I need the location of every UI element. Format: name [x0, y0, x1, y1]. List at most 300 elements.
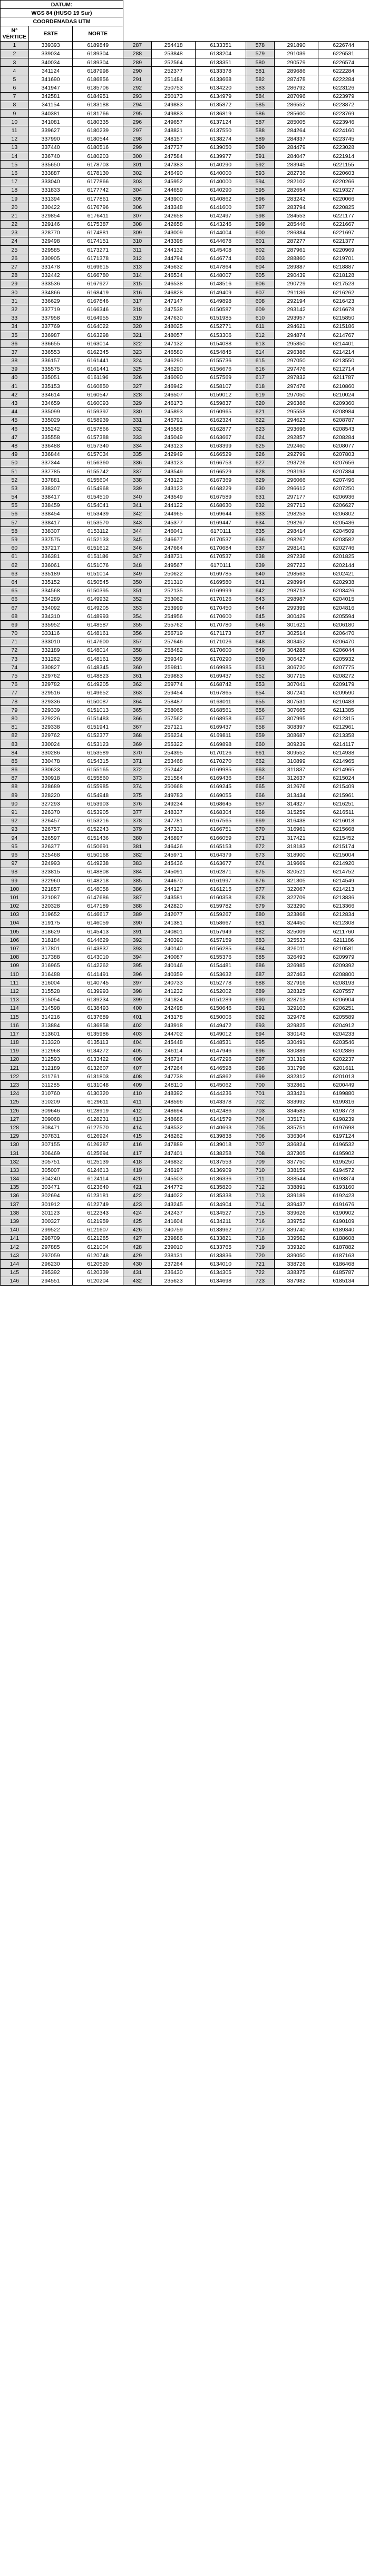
vertex-number: 130 [1, 1140, 29, 1149]
norte-value: 6150646 [196, 1004, 246, 1012]
este-value: 253062 [151, 595, 196, 603]
table-row [1, 689, 369, 697]
este-value: 319669 [274, 859, 318, 868]
este-value: 335099 [28, 407, 73, 416]
este-value: 336304 [274, 1132, 318, 1140]
este-value: 245952 [151, 177, 196, 186]
vertex-number: 12 [1, 135, 29, 143]
table-row [1, 979, 369, 987]
norte-value: 6148345 [73, 663, 123, 672]
este-value: 293142 [274, 305, 318, 314]
norte-value: 6223028 [318, 143, 369, 152]
este-value: 303452 [274, 638, 318, 646]
este-value: 300429 [274, 612, 318, 621]
este-value: 254956 [151, 612, 196, 621]
vertex-number: 138 [1, 1209, 29, 1217]
este-value: 306469 [28, 1149, 73, 1157]
vertex-number: 421 [123, 1183, 152, 1191]
table-row [1, 1217, 369, 1226]
norte-value: 6148218 [73, 876, 123, 884]
table-row [1, 919, 369, 927]
este-value: 323868 [274, 910, 318, 919]
norte-value: 6155985 [73, 782, 123, 791]
norte-value: 6202237 [318, 1055, 369, 1063]
este-value: 241232 [151, 987, 196, 996]
norte-value: 6207775 [318, 663, 369, 672]
este-value: 307995 [274, 714, 318, 723]
vertex-number: 28 [1, 271, 29, 280]
este-value: 326493 [274, 953, 318, 961]
vertex-number: 112 [1, 987, 29, 996]
este-value: 336629 [28, 297, 73, 305]
norte-value: 6157388 [73, 433, 123, 442]
norte-value: 6125694 [73, 1149, 123, 1157]
este-value: 294874 [274, 331, 318, 339]
norte-value: 6146774 [196, 254, 246, 263]
este-value: 257121 [151, 723, 196, 731]
este-value: 329854 [28, 212, 73, 220]
este-value: 248337 [151, 808, 196, 817]
este-value: 317801 [28, 944, 73, 953]
este-value: 337575 [28, 535, 73, 544]
este-value: 340034 [28, 58, 73, 66]
norte-value: 6130320 [73, 1089, 123, 1098]
vertex-number: 89 [1, 791, 29, 800]
norte-value: 6133765 [196, 1243, 246, 1251]
vertex-number: 696 [246, 1047, 274, 1055]
vertex-number: 683 [246, 936, 274, 944]
vertex-number: 64 [1, 578, 29, 586]
vertex-number: 26 [1, 254, 29, 263]
este-value: 245091 [151, 868, 196, 876]
vertex-number: 586 [246, 110, 274, 118]
norte-value: 6151013 [73, 706, 123, 714]
vertex-number: 362 [123, 680, 152, 689]
norte-value: 6161441 [73, 365, 123, 373]
vertex-number: 588 [246, 126, 274, 135]
vertex-number: 678 [246, 893, 274, 902]
este-value: 246114 [151, 1047, 196, 1055]
vertex-number: 328 [123, 391, 152, 399]
norte-value: 6206627 [318, 501, 369, 510]
este-value: 249883 [151, 101, 196, 109]
norte-value: 6122749 [73, 1200, 123, 1209]
vertex-number: 621 [246, 407, 274, 416]
norte-value: 6150395 [73, 586, 123, 595]
norte-value: 6185134 [318, 1277, 369, 1285]
este-value: 331262 [28, 655, 73, 663]
vertex-number: 8 [1, 101, 29, 109]
table-row [1, 41, 369, 49]
norte-value: 6133668 [196, 75, 246, 84]
vertex-number: 139 [1, 1217, 29, 1226]
vertex-number: 411 [123, 1098, 152, 1106]
norte-value: 6159782 [196, 902, 246, 910]
este-value: 290439 [274, 271, 318, 280]
vertex-number: 597 [246, 203, 274, 212]
vertex-number: 391 [123, 928, 152, 936]
norte-value: 6149652 [73, 689, 123, 697]
vertex-number: 395 [123, 961, 152, 970]
vertex-number: 379 [123, 825, 152, 833]
vertex-number: 111 [1, 979, 29, 987]
norte-value: 6208543 [318, 425, 369, 433]
este-value: 309068 [28, 1115, 73, 1123]
este-value: 246677 [151, 535, 196, 544]
este-value: 335952 [28, 621, 73, 629]
norte-value: 6134010 [196, 1260, 246, 1268]
vertex-number: 383 [123, 859, 152, 868]
vertex-number: 382 [123, 851, 152, 859]
vertex-number: 403 [123, 1030, 152, 1038]
norte-value: 6204509 [318, 527, 369, 535]
norte-value: 6223979 [318, 92, 369, 101]
vertex-number: 96 [1, 851, 29, 859]
coordinates-table-body [1, 1, 369, 1286]
vertex-number: 631 [246, 493, 274, 501]
vertex-number: 660 [246, 740, 274, 748]
vertex-number: 585 [246, 101, 274, 109]
este-value: 337990 [28, 135, 73, 143]
norte-value: 6163667 [196, 433, 246, 442]
este-value: 286552 [274, 101, 318, 109]
este-value: 292799 [274, 450, 318, 459]
vertex-number: 704 [246, 1115, 274, 1123]
este-value: 336488 [28, 442, 73, 450]
vertex-number: 692 [246, 1012, 274, 1021]
vertex-number: 361 [123, 672, 152, 680]
vertex-number: 23 [1, 228, 29, 237]
norte-value: 6138258 [196, 1149, 246, 1157]
este-value: 297059 [28, 1251, 73, 1260]
vertex-number: 367 [123, 723, 152, 731]
este-value: 338459 [28, 501, 73, 510]
este-value: 336824 [274, 1140, 318, 1149]
este-value: 294551 [28, 1277, 73, 1285]
table-row [1, 1038, 369, 1047]
vertex-number: 651 [246, 663, 274, 672]
vertex-number: 44 [1, 407, 29, 416]
table-row [1, 570, 369, 578]
vertex-number: 120 [1, 1055, 29, 1063]
este-value: 246173 [151, 399, 196, 407]
este-value: 258482 [151, 646, 196, 654]
este-value: 329498 [28, 237, 73, 245]
table-row [1, 433, 369, 442]
norte-value: 6180335 [73, 118, 123, 126]
este-value: 243123 [151, 459, 196, 467]
vertex-number: 633 [246, 510, 274, 518]
norte-value: 6208800 [318, 970, 369, 979]
este-value: 243123 [151, 476, 196, 484]
vertex-number: 318 [123, 305, 152, 314]
vertex-number: 293 [123, 92, 152, 101]
vertex-number: 76 [1, 680, 29, 689]
este-value: 247630 [151, 314, 196, 322]
norte-value: 6151483 [73, 714, 123, 723]
este-value: 249234 [151, 800, 196, 808]
este-value: 247738 [151, 1072, 196, 1081]
norte-value: 6174151 [73, 237, 123, 245]
vertex-number: 306 [123, 203, 152, 212]
norte-value: 6134979 [196, 92, 246, 101]
norte-value: 6214965 [318, 757, 369, 765]
norte-value: 6209590 [318, 689, 369, 697]
norte-value: 6214213 [318, 885, 369, 893]
este-value: 305751 [28, 1158, 73, 1166]
norte-value: 6214214 [318, 348, 369, 356]
vertex-number: 297 [123, 126, 152, 135]
este-value: 240146 [151, 961, 196, 970]
vertex-number: 719 [246, 1243, 274, 1251]
vertex-number: 325 [123, 365, 152, 373]
este-value: 329339 [28, 706, 73, 714]
norte-value: 6151941 [73, 723, 123, 731]
este-value: 308471 [28, 1123, 73, 1132]
norte-value: 6199316 [318, 1098, 369, 1106]
este-value: 240733 [151, 979, 196, 987]
vertex-number: 425 [123, 1217, 152, 1226]
table-row [1, 101, 369, 109]
norte-value: 6154041 [73, 501, 123, 510]
norte-value: 6189849 [73, 41, 123, 49]
table-row [1, 621, 369, 629]
norte-value: 6202421 [318, 570, 369, 578]
vertex-number: 141 [1, 1234, 29, 1242]
este-value: 312189 [28, 1064, 73, 1072]
vertex-number: 663 [246, 765, 274, 774]
vertex-number: 668 [246, 808, 274, 817]
vertex-number: 55 [1, 501, 29, 510]
vertex-number: 413 [123, 1115, 152, 1123]
table-row [1, 177, 369, 186]
norte-value: 6221155 [318, 161, 369, 169]
norte-value: 6136819 [196, 110, 246, 118]
vertex-number: 54 [1, 493, 29, 501]
table-row [1, 416, 369, 424]
norte-value: 6209392 [318, 961, 369, 970]
norte-value: 6195902 [318, 1149, 369, 1157]
este-value: 246197 [151, 1166, 196, 1175]
vertex-number: 611 [246, 322, 274, 331]
norte-value: 6143837 [73, 944, 123, 953]
norte-value: 6187882 [318, 1243, 369, 1251]
vertex-number: 721 [246, 1260, 274, 1268]
norte-value: 6149238 [73, 859, 123, 868]
este-value: 334568 [28, 586, 73, 595]
table-row [1, 902, 369, 910]
table-row [1, 1158, 369, 1166]
este-value: 315054 [28, 996, 73, 1004]
norte-value: 6170537 [196, 552, 246, 561]
este-value: 311837 [274, 765, 318, 774]
vertex-number: 689 [246, 987, 274, 996]
este-value: 315528 [28, 987, 73, 996]
este-value: 332189 [28, 646, 73, 654]
este-value: 335171 [274, 1115, 318, 1123]
norte-value: 6213836 [318, 893, 369, 902]
norte-value: 6184951 [73, 92, 123, 101]
este-value: 243123 [151, 484, 196, 493]
norte-value: 6152243 [73, 825, 123, 833]
table-row [1, 740, 369, 748]
norte-value: 6153216 [73, 817, 123, 825]
norte-value: 6207250 [318, 484, 369, 493]
vertex-number: 415 [123, 1132, 152, 1140]
vertex-number: 374 [123, 782, 152, 791]
vertex-number: 693 [246, 1021, 274, 1030]
este-value: 306427 [274, 655, 318, 663]
vertice-header: N° VÉRTICE [1, 26, 29, 41]
vertex-number: 356 [123, 629, 152, 638]
vertex-number: 135 [1, 1183, 29, 1191]
este-value: 297236 [274, 552, 318, 561]
vertex-number: 145 [1, 1268, 29, 1277]
norte-value: 6148161 [73, 629, 123, 638]
este-value: 245436 [151, 859, 196, 868]
vertex-number: 95 [1, 842, 29, 851]
este-value: 296612 [274, 484, 318, 493]
vertex-number: 629 [246, 476, 274, 484]
vertex-number: 50 [1, 459, 29, 467]
norte-value: 6211186 [318, 936, 369, 944]
norte-value: 6200449 [318, 1081, 369, 1089]
norte-value: 6171378 [73, 254, 123, 263]
norte-value: 6168561 [196, 706, 246, 714]
este-value: 246041 [151, 527, 196, 535]
vertex-number: 429 [123, 1251, 152, 1260]
este-value: 329226 [28, 714, 73, 723]
table-row [1, 928, 369, 936]
este-value: 297050 [274, 356, 318, 365]
este-value: 287096 [274, 92, 318, 101]
este-value: 296386 [274, 399, 318, 407]
este-value: 259774 [151, 680, 196, 689]
norte-value: 6216251 [318, 800, 369, 808]
table-row [1, 698, 369, 706]
table-row [1, 961, 369, 970]
este-value: 287277 [274, 237, 318, 245]
norte-value: 6185706 [73, 84, 123, 92]
norte-value: 6226744 [318, 41, 369, 49]
norte-value: 6196532 [318, 1140, 369, 1149]
norte-value: 6202144 [318, 561, 369, 570]
vertex-number: 72 [1, 646, 29, 654]
este-value: 247889 [151, 1140, 196, 1149]
vertex-number: 357 [123, 638, 152, 646]
este-value: 284047 [274, 152, 318, 161]
vertex-number: 335 [123, 450, 152, 459]
table-row [1, 944, 369, 953]
este-value: 242658 [151, 212, 196, 220]
table-row [1, 749, 369, 757]
vertex-number: 45 [1, 416, 29, 424]
este-value: 336740 [28, 152, 73, 161]
vertex-number: 9 [1, 110, 29, 118]
este-value: 337719 [28, 305, 73, 314]
vertex-number: 330 [123, 407, 152, 416]
norte-value: 6144678 [196, 237, 246, 245]
norte-value: 6143378 [196, 1098, 246, 1106]
este-value: 336987 [28, 331, 73, 339]
vertex-number: 400 [123, 1004, 152, 1012]
table-row [1, 322, 369, 331]
vertex-number: 83 [1, 740, 29, 748]
vertex-number: 687 [246, 970, 274, 979]
norte-value: 6220066 [318, 194, 369, 203]
vertex-number: 82 [1, 731, 29, 740]
este-value: 243549 [151, 467, 196, 475]
vertex-number: 332 [123, 425, 152, 433]
norte-value: 6203426 [318, 586, 369, 595]
este-value: 337440 [28, 143, 73, 152]
este-value: 236430 [151, 1268, 196, 1277]
norte-value: 6149472 [196, 1021, 246, 1030]
este-value: 294621 [274, 322, 318, 331]
norte-value: 6148007 [196, 271, 246, 280]
norte-value: 6159012 [196, 391, 246, 399]
vertex-number: 365 [123, 706, 152, 714]
este-value: 313320 [28, 1038, 73, 1047]
este-value: 335152 [28, 578, 73, 586]
vertex-number: 349 [123, 570, 152, 578]
norte-value: 6208272 [318, 672, 369, 680]
vertex-number: 24 [1, 237, 29, 245]
vertex-number: 594 [246, 177, 274, 186]
table-row [1, 75, 369, 84]
table-row [1, 1251, 369, 1260]
vertex-number: 658 [246, 723, 274, 731]
vertex-number: 38 [1, 356, 29, 365]
norte-value: 6206251 [318, 1004, 369, 1012]
vertex-number: 377 [123, 808, 152, 817]
este-value: 333992 [274, 1098, 318, 1106]
vertex-number: 320 [123, 322, 152, 331]
vertex-number: 126 [1, 1107, 29, 1115]
table-row [1, 519, 369, 527]
wgs-label: WGS 84 (HUSO 19 Sur) [1, 9, 123, 17]
norte-value: 6198773 [318, 1107, 369, 1115]
este-value: 259883 [151, 672, 196, 680]
table-row [1, 161, 369, 169]
norte-value: 6159837 [196, 399, 246, 407]
vertex-number: 300 [123, 152, 152, 161]
table-row [1, 808, 369, 817]
vertex-number: 103 [1, 910, 29, 919]
vertex-number: 700 [246, 1081, 274, 1089]
norte-value: 6166751 [196, 825, 246, 833]
este-value: 248025 [151, 322, 196, 331]
vertex-number: 578 [246, 41, 274, 49]
vertex-number: 46 [1, 425, 29, 433]
norte-value: 6150691 [73, 842, 123, 851]
norte-value: 6169580 [196, 578, 246, 586]
norte-value: 6216018 [318, 817, 369, 825]
este-value: 324450 [274, 919, 318, 927]
vertex-number: 10 [1, 118, 29, 126]
vertex-number: 701 [246, 1089, 274, 1098]
norte-value: 6168645 [196, 800, 246, 808]
vertex-number: 656 [246, 706, 274, 714]
este-value: 307041 [274, 680, 318, 689]
table-row [1, 135, 369, 143]
este-value: 314216 [28, 1012, 73, 1021]
este-value: 252442 [151, 765, 196, 774]
vertex-number: 386 [123, 885, 152, 893]
norte-value: 6133351 [196, 58, 246, 66]
vertex-number: 627 [246, 459, 274, 467]
table-row [1, 910, 369, 919]
